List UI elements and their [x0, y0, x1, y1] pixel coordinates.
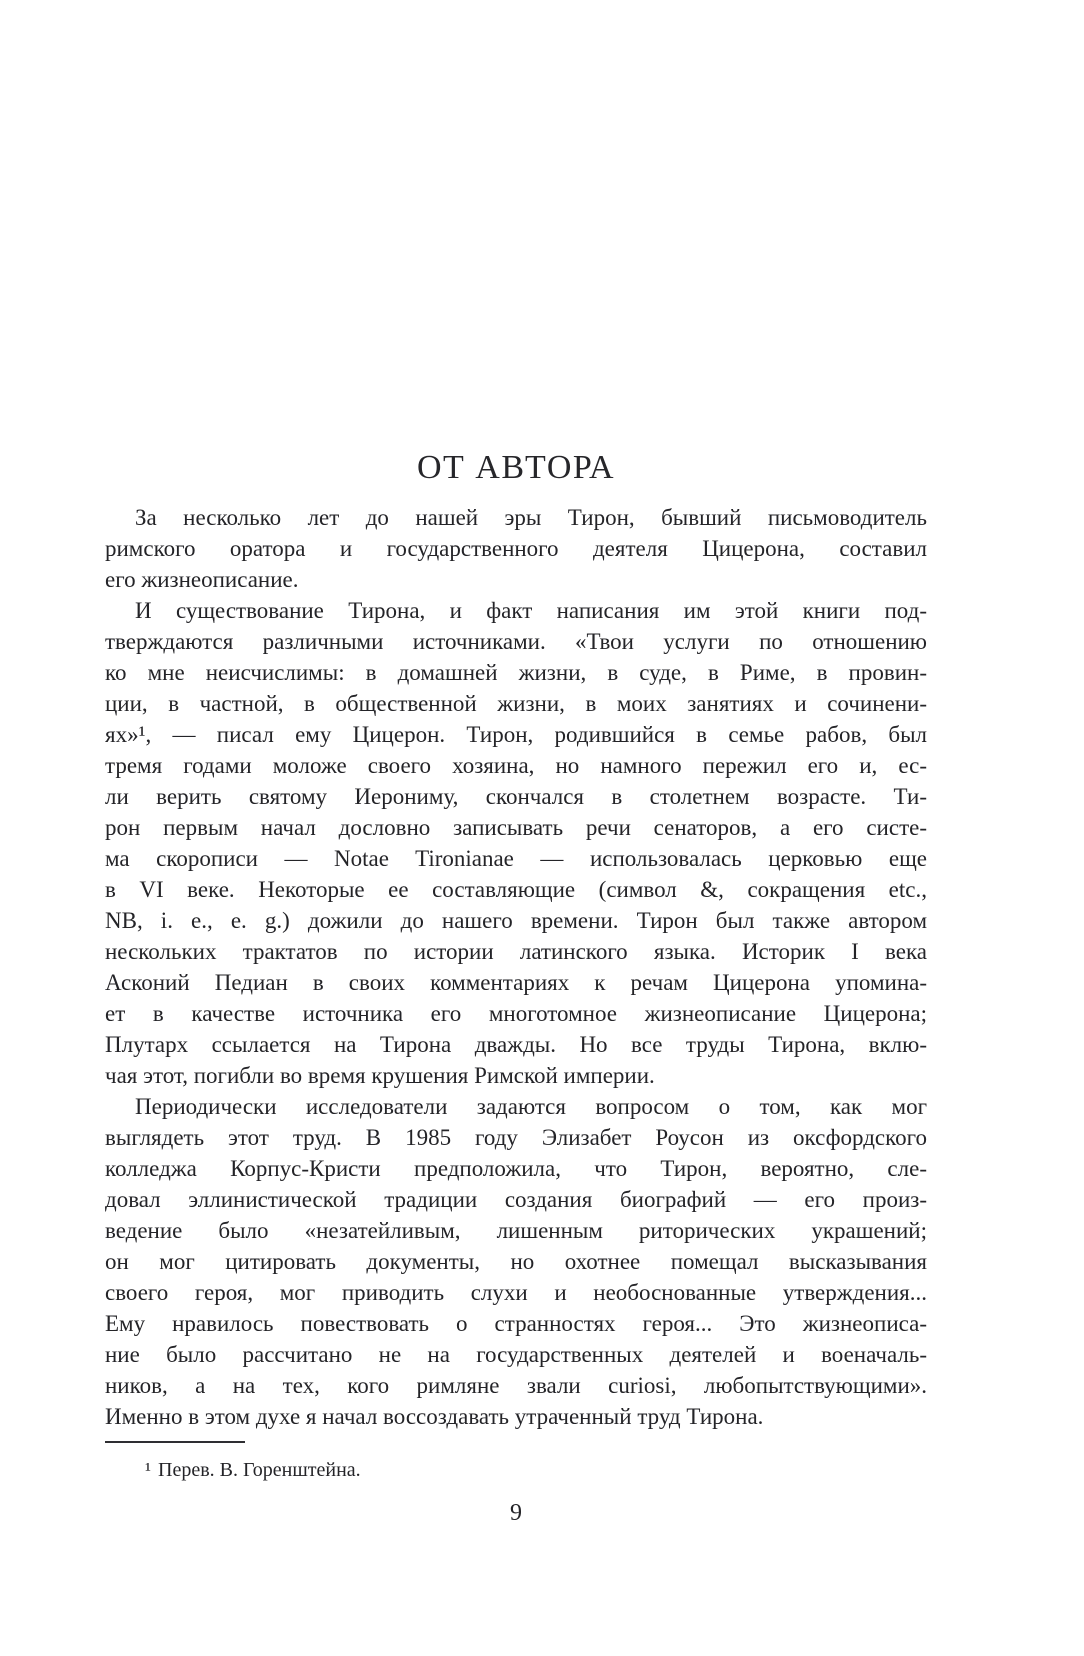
- text-line: нескольких трактатов по истории латинского языка. Историк I века: [105, 939, 927, 964]
- text-line: ние было рассчитано не на государственных деятелей и военачаль-: [105, 1342, 927, 1367]
- text-line: Периодически исследователи задаются вопросом о том, как мог: [135, 1094, 927, 1119]
- text-line: тверждаются различными источниками. «Твои услуги по отношению: [105, 629, 927, 654]
- text-line: его жизнеописание.: [105, 567, 299, 592]
- text-line: ко мне неисчислимы: в домашней жизни, в суде, в Риме, в провин-: [105, 660, 927, 685]
- text-line: своего героя, мог приводить слухи и необоснованные утверждения...: [105, 1280, 927, 1305]
- text-line: NB, i. e., e. g.) дожили до нашего времени. Тирон был также автором: [105, 908, 927, 933]
- footnote: [105, 1457, 927, 1483]
- text-line: Именно в этом духе я начал воссоздавать утраченный труд Тирона.: [105, 1404, 764, 1429]
- text-line: Ему нравилось повествовать о странностях героя... Это жизнеописа-: [105, 1311, 927, 1336]
- text-line: рон первым начал дословно записывать речи сенаторов, а его систе-: [105, 815, 927, 840]
- chapter-title: ОТ АВТОРА: [416, 448, 616, 486]
- text-line: ли верить святому Иерониму, скончался в столетнем возрасте. Ти-: [105, 784, 927, 809]
- footnote-marker: ¹: [145, 1459, 151, 1481]
- text-line: в VI веке. Некоторые ее составляющие (символ &, сокращения etc.,: [105, 877, 927, 902]
- text-line: он мог цитировать документы, но охотнее помещал высказывания: [105, 1249, 927, 1274]
- text-line: Плутарх ссылается на Тирона дважды. Но все труды Тирона, вклю-: [105, 1032, 927, 1057]
- footnote-text: Перев. В. Горенштейна.: [158, 1459, 361, 1481]
- text-line: тремя годами моложе своего хозяина, но намного пережил его и, ес-: [105, 753, 927, 778]
- text-line: Асконий Педиан в своих комментариях к речам Цицерона упомина-: [105, 970, 927, 995]
- text-line: чая этот, погибли во время крушения Римской империи.: [105, 1063, 655, 1088]
- text-line: За несколько лет до нашей эры Тирон, бывший письмоводитель: [135, 505, 927, 530]
- text-line: ции, в частной, в общественной жизни, в моих занятиях и сочинени-: [105, 691, 927, 716]
- text-line: ников, а на тех, кого римляне звали curiosi, любопытствующими».: [105, 1373, 927, 1398]
- text-line: ведение было «незатейливым, лишенным риторических украшений;: [105, 1218, 927, 1243]
- text-line: римского оратора и государственного деятеля Цицерона, составил: [105, 536, 927, 561]
- text-line: довал эллинистической традиции создания биографий — его произ-: [105, 1187, 927, 1212]
- text-line: ма скорописи — Notae Tironianae — использовалась церковью еще: [105, 846, 927, 871]
- page-number: 9: [510, 1500, 522, 1526]
- text-line: выглядеть этот труд. В 1985 году Элизабет Роусон из оксфордского: [105, 1125, 927, 1150]
- text-line: ях»¹, — писал ему Цицерон. Тирон, родившийся в семье рабов, был: [105, 722, 927, 747]
- text-line: И существование Тирона, и факт написания им этой книги под-: [135, 598, 927, 623]
- text-line: колледжа Корпус-Кристи предположила, что Тирон, вероятно, сле-: [105, 1156, 927, 1181]
- text-line: ет в качестве источника его многотомное жизнеописание Цицерона;: [105, 1001, 927, 1026]
- text-block: [105, 502, 927, 1432]
- footnote-rule: [105, 1441, 245, 1443]
